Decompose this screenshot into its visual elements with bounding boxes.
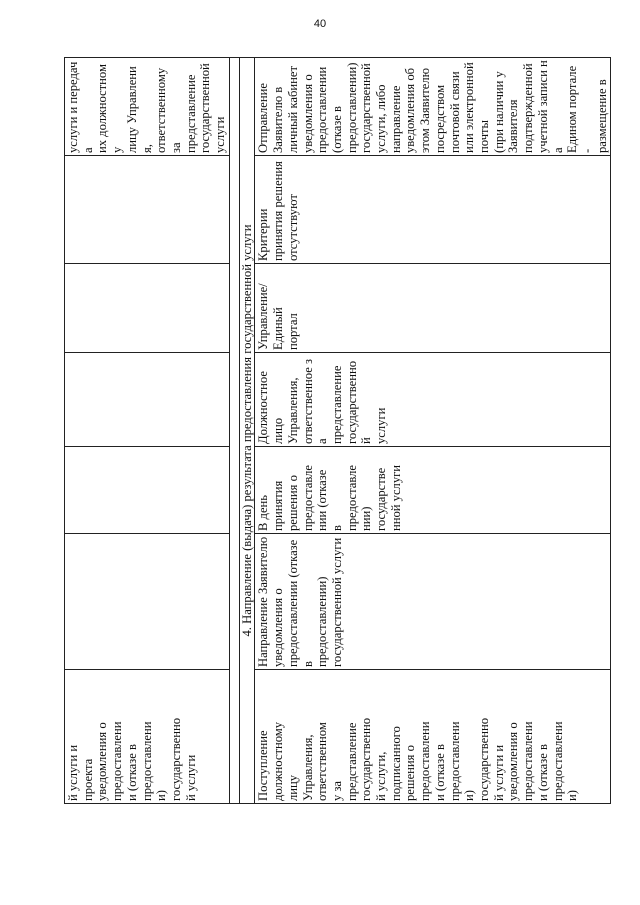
table-row	[229, 58, 239, 804]
table-divider	[229, 58, 239, 804]
table-cell: Должностное лицо Управления, ответственное за представление государственной услуги	[255, 353, 611, 447]
procedure-table	[64, 57, 611, 804]
table-cell: Поступление должностному лицу Управления, ответственном у за представление государственно й услуги, подписанного решения о предоставлени и (отказе в предоставлени и) государственно й услуги и уведомления о предоставлени и (отказе в предоставлени и)	[255, 670, 611, 804]
table-cell: Критерии принятия решения отсутствуют	[255, 156, 611, 264]
table-row	[65, 58, 230, 804]
table-cell: й услуги и проекта уведомления о предоставлени и (отказе в предоставлени и) государственно й услуги	[65, 670, 230, 804]
table-cell: Направление Заявителю уведомления о предоставлении (отказе в предоставлении) государственной услуги	[255, 534, 611, 670]
table-row	[239, 58, 255, 804]
table-cell	[65, 156, 230, 264]
table-cell	[65, 264, 230, 353]
table-cell	[65, 447, 230, 534]
table-cell	[65, 534, 230, 670]
table-cell	[65, 353, 230, 447]
table-cell: Отправление Заявителю в личный кабинет уведомления о предоставлении (отказе в предоставлении) государственной услуги, либо направление уведомления об этом Заявителю посредством почтовой связи или электронной почты (при наличии у Заявителя подтвержденной учетной записи на Едином портале - размещение в	[255, 58, 611, 156]
table-row	[255, 58, 611, 804]
table-cell: В день принятия решения о предоставле нии (отказе в предоставле нии) государстве нной услуги	[255, 447, 611, 534]
page-number: 40	[313, 18, 327, 30]
section-title: 4. Направление (выдача) результата предоставления государственной услуги	[239, 58, 255, 804]
table-cell: Управление/ Единый портал	[255, 264, 611, 353]
table-stage	[64, 58, 609, 804]
table-cell: услуги и передача их должностному лицу Управления, ответственному за представление государственной услуги	[65, 58, 230, 156]
